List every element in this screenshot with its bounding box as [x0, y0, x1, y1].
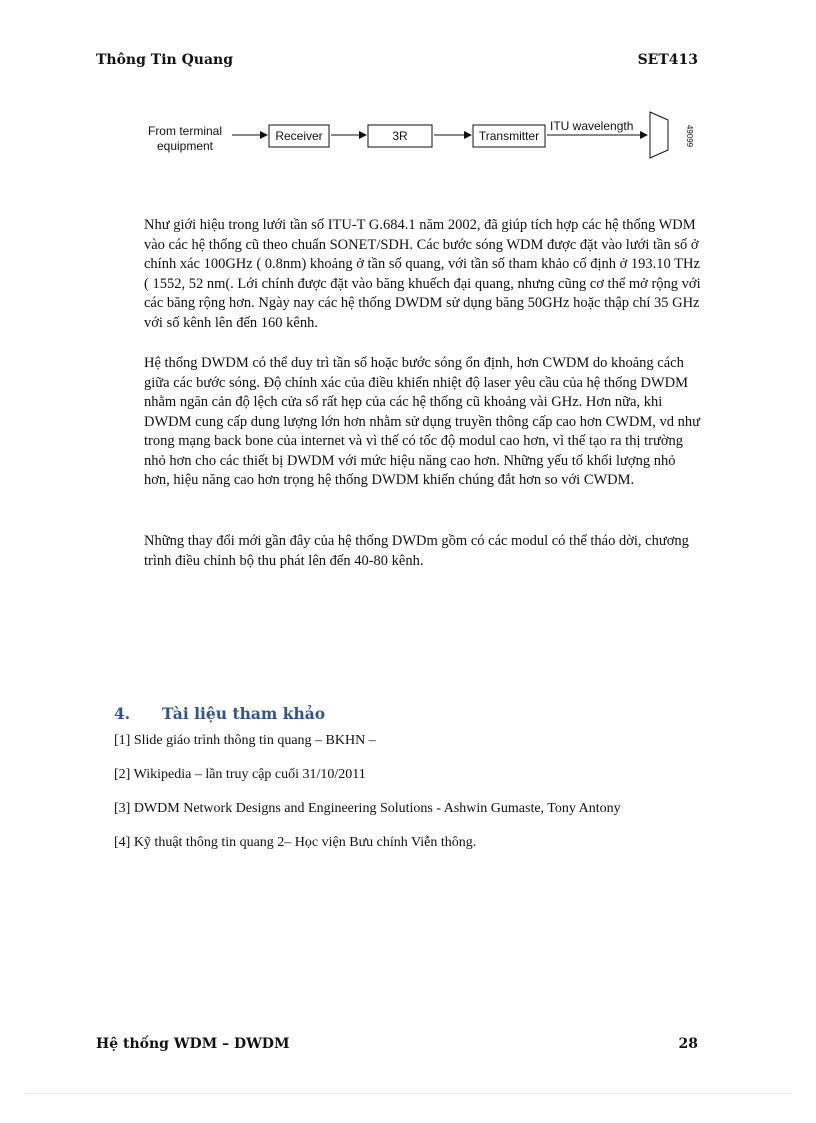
reference-item-3: [3] DWDM Network Designs and Engineering Solutions - Ashwin Gumaste, Tony Antony — [114, 801, 621, 816]
reference-item-2: [2] Wikipedia – lần truy cập cuối 31/10/2011 — [114, 767, 366, 782]
references-heading — [114, 704, 325, 723]
transmitter-label: Transmitter — [478, 129, 540, 143]
multiplexer-shape — [650, 112, 668, 158]
references-heading-number: 4. — [114, 704, 131, 723]
reference-item-1: [1] Slide giáo trình thông tin quang – BKHN – — [114, 733, 376, 748]
diagram-source-label-line1: From terminal — [147, 124, 223, 138]
output-wavelength-label: ITU wavelength — [550, 119, 634, 133]
header-course-code: SET413 — [637, 52, 698, 68]
footer-title: Hệ thống WDM – DWDM — [96, 1036, 290, 1052]
transponder-diagram — [140, 108, 700, 164]
references-heading-title: Tài liệu tham khảo — [162, 704, 326, 723]
header-title: Thông Tin Quang — [96, 52, 233, 68]
paragraph-dwdm-stability: Hệ thống DWDM có thể duy trì tần số hoặc bước sóng ổn định, hơn CWDM do khoảng cách giữa các bước sóng. Độ chính xác của điều khiển nhiệt độ laser yêu cầu của hệ thống DWDM nhằm ngăn cản độ lệch cửa sổ rất hẹp của các hệ thống cũ khoảng vài GHz. Hơn nữa, khi DWDM cung cấp dung lượng lớn hơn nhằm sử dụng truyền thông cấp cao hơn CWDM, vd như trong mạng back bone của internet và vì thế có tốc độ modul cao hơn, vì thế tạo ra thị trường nhỏ hơn cho các thiết bị DWDM với mức hiệu năng cao hơn. Những yếu tố khối lượng nhỏ hơn, hiệu năng cao hơn trọng hệ thống DWDM khiến chúng đắt hơn so với CWDM. — [144, 355, 701, 488]
paragraph-recent-changes: Những thay đổi mới gần đây của hệ thống DWDm gồm có các modul có thể tháo dời, chương trình điều chỉnh bộ thu phát lên đến 40-80 kênh. — [144, 533, 689, 569]
reference-item-4: [4] Kỹ thuật thông tin quang 2– Học viện Bưu chính Viễn thông. — [114, 835, 477, 850]
paragraph-itu-grid: Như giới hiệu trong lưới tần số ITU-T G.684.1 năm 2002, đã giúp tích hợp các hệ thống WDM vào các hệ thống cũ theo chuẩn SONET/SDH. Các bước sóng WDM được đặt vào lưới tần số ở chính xác 100GHz ( 0.8nm) khoảng ở tần số quang, với tần số tham khảo cố định ở 193.10 THz ( 1552, 52 nm(. Lới chính được đặt vào băng khuếch đại quang, nhưng cũng cơ thể mở rộng với các băng rộng hơn. Ngày nay các hệ thống DWDM sử dụng băng 50GHz hoặc thập chí 35 GHz với số kênh lên đến 160 kênh. — [144, 217, 701, 331]
diagram-source-label-line2: equipment — [156, 139, 214, 153]
bottom-divider — [24, 1093, 792, 1094]
receiver-label: Receiver — [275, 129, 323, 143]
regenerator-label: 3R — [392, 129, 408, 143]
figure-id: 49099 — [685, 124, 694, 148]
page-number: 28 — [678, 1036, 698, 1052]
